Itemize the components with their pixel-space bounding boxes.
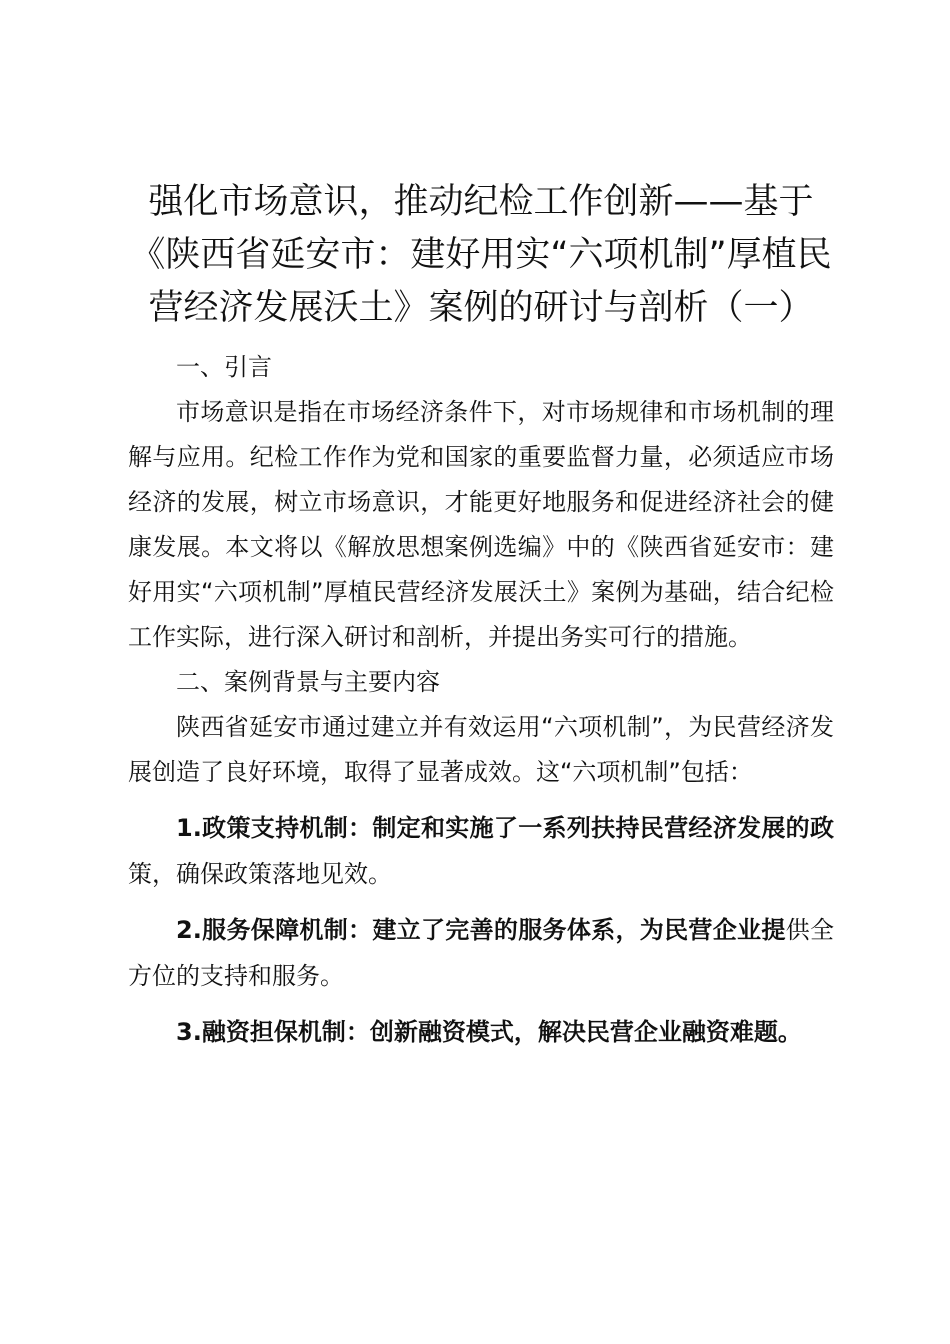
mechanism-item-bold-text: 2.服务保障机制：建立了完善的服务体系，为民营企业提 <box>176 916 786 944</box>
mechanism-item-text: 策，确保政策落地见效。 <box>128 860 392 888</box>
case-background-paragraph: 陕西省延安市通过建立并有效运用“六项机制”，为民营经济发展创造了良好环境，取得了显著成效。这“六项机制”包括： <box>128 713 834 786</box>
mechanism-item-bold-text: 1.政策支持机制：制定和实施了一系列扶持民营经济发展的政 <box>176 814 834 842</box>
section-heading-case-background: 二、案例背景与主要内容 <box>176 668 440 696</box>
mechanism-item-bold-text: 3.融资担保机制：创新融资模式，解决民营企业融资难题。 <box>176 1018 802 1046</box>
mechanism-item-service-guarantee <box>128 907 834 999</box>
document-body <box>128 176 834 1055</box>
introduction-paragraph: 市场意识是指在市场经济条件下，对市场规律和市场机制的理解与应用。纪检工作作为党和国家的重要监督力量，必须适应市场经济的发展，树立市场意识，才能更好地服务和促进经济社会的健康发展。本文将以《解放思想案例选编》中的《陕西省延安市：建好用实“六项机制”厚植民营经济发展沃土》案例为基础，结合纪检工作实际，进行深入研讨和剖析，并提出务实可行的措施。 <box>128 398 834 651</box>
mechanism-item-text: 供全方位的支持和服务。 <box>128 916 835 990</box>
mechanism-item-policy-support <box>128 805 834 897</box>
mechanism-item-financing-guarantee <box>128 1009 834 1055</box>
document-title: 强化市场意识，推动纪检工作创新——基于《陕西省延安市：建好用实“六项机制”厚植民营经济发展沃土》案例的研讨与剖析（一） <box>130 182 832 328</box>
section-heading-introduction: 一、引言 <box>176 353 272 381</box>
